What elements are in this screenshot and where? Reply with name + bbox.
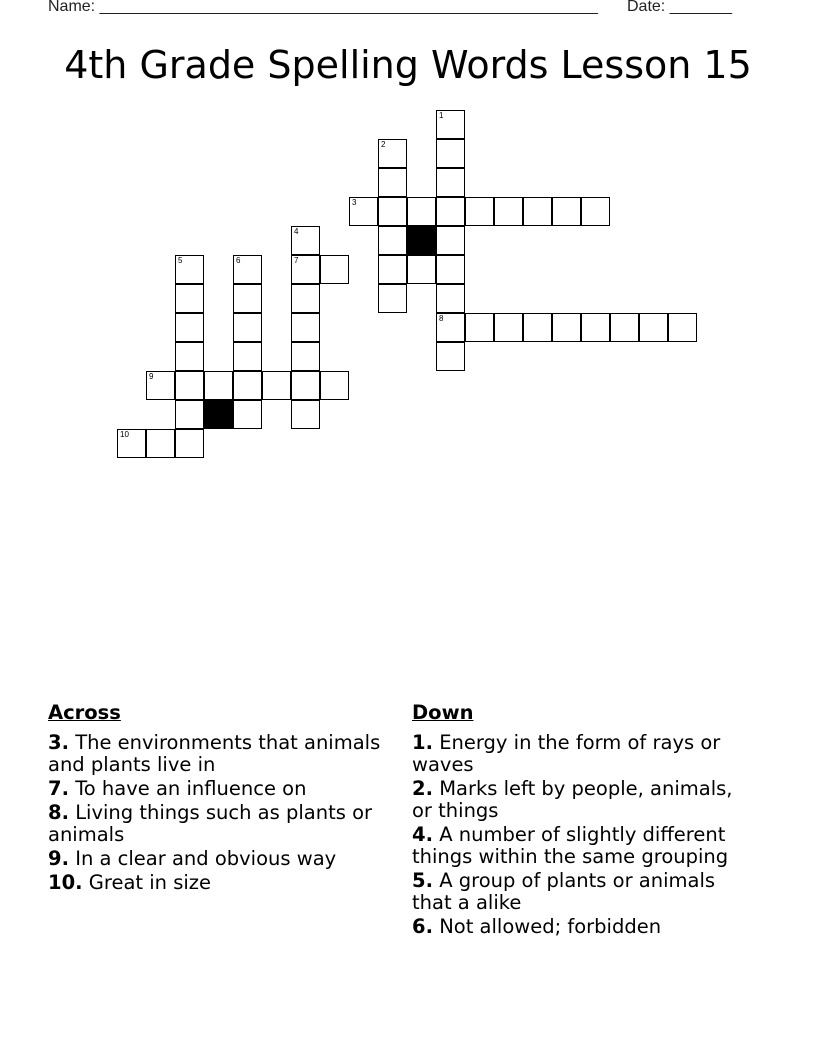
crossword-cell[interactable]	[291, 255, 320, 284]
crossword-cell[interactable]	[233, 313, 262, 342]
clue-across-10: 10. Great in size	[48, 871, 212, 894]
crossword-cell[interactable]	[378, 226, 407, 255]
clue-across-7: 7. To have an influence on	[48, 777, 307, 800]
page-title: 4th Grade Spelling Words Lesson 15	[64, 43, 752, 87]
crossword-cell[interactable]	[581, 197, 610, 226]
crossword-cell[interactable]	[436, 197, 465, 226]
crossword-cell[interactable]	[291, 400, 320, 429]
crossword-black-cell	[204, 400, 233, 429]
crossword-cell[interactable]	[146, 371, 175, 400]
crossword-cell[interactable]	[494, 313, 523, 342]
crossword-cell[interactable]	[233, 342, 262, 371]
crossword-cell[interactable]	[349, 197, 378, 226]
crossword-cell[interactable]	[204, 371, 233, 400]
crossword-cell[interactable]	[436, 168, 465, 197]
crossword-cell[interactable]	[233, 371, 262, 400]
crossword-cell[interactable]	[146, 429, 175, 458]
crossword-cell[interactable]	[436, 313, 465, 342]
crossword-cell[interactable]	[233, 284, 262, 313]
clue-down-2: 2. Marks left by people, animals, or things	[412, 777, 733, 822]
crossword-black-cell	[407, 226, 436, 255]
crossword-grid	[0, 0, 816, 470]
clue-number-label: 5	[178, 256, 183, 265]
crossword-cell[interactable]	[378, 255, 407, 284]
name-field-label: Name: ________________________________________________________	[48, 0, 598, 15]
crossword-cell[interactable]	[552, 313, 581, 342]
crossword-cell[interactable]	[465, 197, 494, 226]
clue-number-label: 2	[381, 140, 386, 149]
crossword-cell[interactable]	[378, 168, 407, 197]
crossword-cell[interactable]	[523, 197, 552, 226]
across-clues	[48, 700, 388, 896]
crossword-cell[interactable]	[436, 255, 465, 284]
crossword-cell[interactable]	[233, 400, 262, 429]
crossword-cell[interactable]	[262, 371, 291, 400]
crossword-cell[interactable]	[175, 313, 204, 342]
crossword-cell[interactable]	[436, 226, 465, 255]
clue-number-label: 3	[352, 198, 357, 207]
crossword-cell[interactable]	[378, 197, 407, 226]
crossword-cell[interactable]	[581, 313, 610, 342]
crossword-cell[interactable]	[610, 313, 639, 342]
crossword-cell[interactable]	[233, 255, 262, 284]
crossword-cell[interactable]	[378, 284, 407, 313]
crossword-cell[interactable]	[378, 139, 407, 168]
clue-down-6: 6. Not allowed; forbidden	[412, 915, 662, 938]
clue-across-8: 8. Living things such as plants or animals	[48, 801, 373, 846]
crossword-cell[interactable]	[436, 342, 465, 371]
crossword-cell[interactable]	[668, 313, 697, 342]
clue-number-label: 8	[439, 314, 444, 323]
clue-number-label: 7	[294, 256, 299, 265]
across-heading: Across	[48, 701, 121, 724]
clue-across-9: 9. In a clear and obvious way	[48, 847, 337, 870]
clue-number-label: 10	[120, 430, 129, 439]
crossword-cell[interactable]	[291, 342, 320, 371]
date-field-label: Date: _______	[627, 0, 732, 15]
crossword-cell[interactable]	[494, 197, 523, 226]
clue-across-3: 3. The environments that animals and plants live in	[48, 731, 381, 776]
crossword-cell[interactable]	[436, 110, 465, 139]
crossword-cell[interactable]	[175, 342, 204, 371]
crossword-cell[interactable]	[407, 255, 436, 284]
crossword-cell[interactable]	[291, 226, 320, 255]
clue-down-4: 4. A number of slightly different things within the same grouping	[412, 823, 729, 868]
crossword-cell[interactable]	[407, 197, 436, 226]
crossword-cell[interactable]	[552, 197, 581, 226]
clue-number-label: 1	[439, 111, 444, 120]
clue-number-label: 4	[294, 227, 299, 236]
crossword-cell[interactable]	[436, 284, 465, 313]
clue-down-5: 5. A group of plants or animals that a alike	[412, 869, 716, 914]
crossword-cell[interactable]	[175, 371, 204, 400]
crossword-cell[interactable]	[320, 255, 349, 284]
crossword-cell[interactable]	[291, 313, 320, 342]
crossword-cell[interactable]	[175, 429, 204, 458]
clue-number-label: 6	[236, 256, 241, 265]
crossword-cell[interactable]	[465, 313, 494, 342]
clue-down-1: 1. Energy in the form of rays or waves	[412, 731, 721, 776]
down-clues	[412, 700, 752, 940]
crossword-cell[interactable]	[175, 400, 204, 429]
down-heading: Down	[412, 701, 474, 724]
crossword-cell[interactable]	[291, 284, 320, 313]
crossword-cell[interactable]	[436, 139, 465, 168]
crossword-cell[interactable]	[320, 371, 349, 400]
crossword-cell[interactable]	[639, 313, 668, 342]
crossword-cell[interactable]	[175, 255, 204, 284]
crossword-cell[interactable]	[523, 313, 552, 342]
clue-number-label: 9	[149, 372, 154, 381]
crossword-cell[interactable]	[175, 284, 204, 313]
crossword-cell[interactable]	[117, 429, 146, 458]
crossword-cell[interactable]	[291, 371, 320, 400]
